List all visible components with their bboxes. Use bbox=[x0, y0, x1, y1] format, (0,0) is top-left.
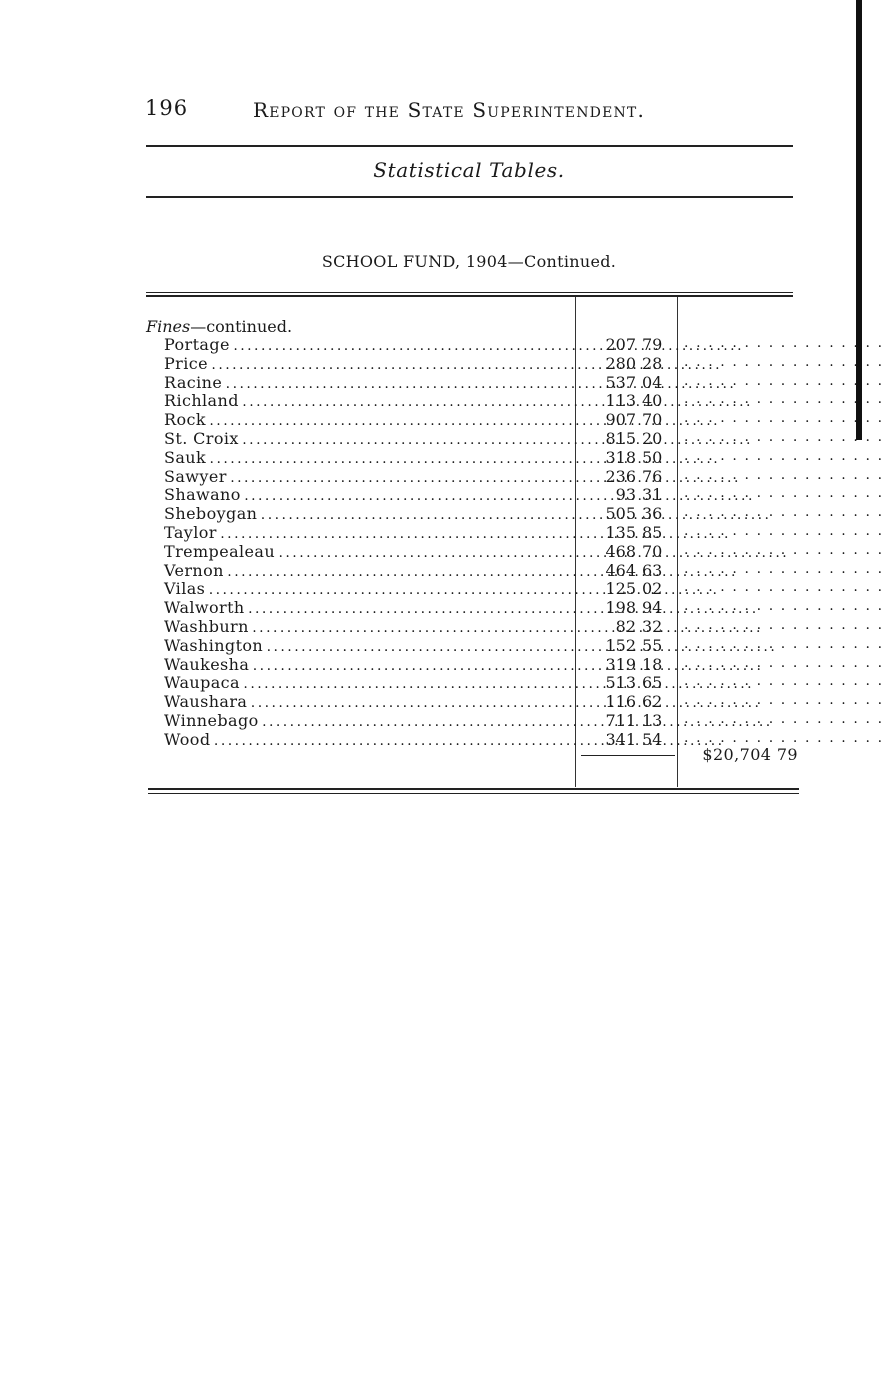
page-number: 196 bbox=[145, 96, 189, 120]
amount-dollars: 711 bbox=[605, 711, 636, 730]
county-name: Washburn . . . bbox=[164, 617, 568, 636]
dot-leader: . . . . . . . . . . . . . . . . . bbox=[684, 692, 884, 709]
county-name: Sheboygan . . . bbox=[164, 504, 568, 523]
amount-dollars: 198 bbox=[605, 598, 636, 618]
table-row bbox=[0, 447, 884, 467]
dot-leader: . . . . . . . . . . . . . . . . . bbox=[684, 635, 884, 652]
table-row bbox=[0, 466, 884, 486]
amount-cents: 70 bbox=[642, 541, 663, 561]
amount-dollars: 341 bbox=[605, 729, 636, 749]
county-name: Racine . . . bbox=[164, 373, 568, 392]
amount-dollars: 82 bbox=[615, 617, 636, 636]
county-name: Taylor . . . bbox=[164, 523, 568, 542]
county-name: Wood . . . bbox=[164, 730, 568, 749]
county-name: Waupaca . . . bbox=[164, 673, 568, 692]
amount-dollars: 907 bbox=[605, 410, 636, 430]
amount-cents: 54 bbox=[642, 729, 663, 749]
amount-dollars: 113 bbox=[605, 391, 636, 411]
table-row bbox=[0, 598, 884, 618]
subtotal-rule bbox=[581, 755, 675, 756]
table-row bbox=[0, 372, 884, 392]
amount-dollars: 537 bbox=[605, 372, 636, 392]
county-name: Price . . . bbox=[164, 354, 568, 373]
table-row bbox=[0, 673, 884, 693]
county-name: Washington . . . bbox=[164, 636, 568, 655]
amount-cents: 62 bbox=[642, 692, 663, 712]
dot-leader: . . . . . . . . . . . . . . . . . bbox=[684, 372, 884, 389]
group-label-italic: Fines bbox=[146, 317, 191, 336]
amount-cents: 79 bbox=[642, 335, 663, 354]
county-name: Walworth . . . bbox=[164, 598, 568, 617]
dot-leader: . . . . . . . . . . . . . . . . . bbox=[684, 429, 884, 445]
county-name: Sauk . . . bbox=[164, 448, 568, 467]
table-row bbox=[0, 635, 884, 655]
dot-leader: . . . . . . . . . . . . . . . . . bbox=[684, 617, 884, 633]
table-row bbox=[0, 429, 884, 448]
header-rule-bottom bbox=[146, 196, 793, 198]
table-row bbox=[0, 617, 884, 636]
header-rule-top bbox=[146, 145, 793, 147]
county-name: Vilas . . . bbox=[164, 579, 568, 598]
amount-cents: 63 bbox=[642, 560, 663, 580]
table-row bbox=[0, 353, 884, 373]
table-row bbox=[0, 485, 884, 505]
county-name: Waushara . . . bbox=[164, 692, 568, 711]
amount-dollars: 135 bbox=[605, 523, 636, 542]
amount-dollars: 513 bbox=[605, 673, 636, 693]
table-row bbox=[0, 654, 884, 674]
amount-dollars: 464 bbox=[605, 560, 636, 580]
county-name: Vernon . . . bbox=[164, 561, 568, 580]
county-name: St. Croix . . . bbox=[164, 429, 568, 448]
amount-cents: 94 bbox=[642, 598, 663, 618]
table-bottom-rule-thin bbox=[148, 793, 799, 794]
dot-leader: . . . . . . . . . . . . . . . . . bbox=[684, 711, 884, 727]
dot-leader: . . . . . . . . . . . . . . . . . bbox=[684, 447, 884, 464]
amount-cents: 55 bbox=[642, 635, 663, 655]
group-label bbox=[146, 317, 292, 336]
dot-leader: . . . . . . . . . . . . . . . . . bbox=[684, 560, 884, 577]
amount-dollars: 236 bbox=[605, 466, 636, 486]
group-label-rest: —continued. bbox=[190, 317, 293, 336]
amount-cents: 85 bbox=[642, 523, 663, 542]
amount-dollars: 152 bbox=[605, 635, 636, 655]
amount-dollars: 505 bbox=[605, 504, 636, 524]
amount-cents: 18 bbox=[642, 654, 663, 674]
county-name: Portage . . . bbox=[164, 335, 568, 354]
amount-cents: 76 bbox=[642, 466, 663, 486]
dot-leader: . . . . . . . . . . . . . . . . . bbox=[684, 353, 884, 370]
amount-cents: 36 bbox=[642, 504, 663, 524]
dot-leader: . . . . . . . . . . . . . . . . . bbox=[684, 541, 884, 558]
amount-cents: 70 bbox=[642, 410, 663, 430]
amount-dollars: 125 bbox=[605, 579, 636, 599]
amount-cents: 40 bbox=[642, 391, 663, 411]
table-row bbox=[0, 711, 884, 730]
dot-leader: . . . . . . . . . . . . . . . . . bbox=[684, 598, 884, 615]
fund-total: $20,704 79 bbox=[702, 745, 798, 764]
amount-dollars: 93 bbox=[615, 485, 636, 505]
dot-leader: . . . . . . . . . . . . . . . . . bbox=[684, 466, 884, 483]
amount-cents: 02 bbox=[642, 579, 663, 599]
amount-cents: 28 bbox=[642, 353, 663, 373]
amount-dollars: 280 bbox=[605, 353, 636, 373]
amount-dollars: 468 bbox=[605, 541, 636, 561]
table-row bbox=[0, 541, 884, 561]
table-top-rule-thin bbox=[146, 292, 793, 293]
amount-dollars: 815 bbox=[605, 429, 636, 448]
amount-dollars: 207 bbox=[605, 335, 636, 354]
table-row bbox=[0, 560, 884, 580]
amount-cents: 04 bbox=[642, 372, 663, 392]
dot-leader: . . . . . . . . . . . . . . . . . bbox=[684, 673, 884, 690]
dot-leader: . . . . . . . . . . . . . . . . . bbox=[684, 729, 884, 746]
dot-leader: . . . . . . . . . . . . . . . . . bbox=[684, 579, 884, 596]
amount-cents: 13 bbox=[642, 711, 663, 730]
amount-dollars: 318 bbox=[605, 447, 636, 467]
dot-leader: . . . . . . . . . . . . . . . . . bbox=[684, 654, 884, 671]
county-name: Rock . . . bbox=[164, 410, 568, 429]
dot-leader: . . . . . . . . . . . . . . . . . bbox=[684, 391, 884, 408]
dot-leader: . . . . . . . . . . . . . . . . . bbox=[684, 335, 884, 351]
section-title: Statistical Tables. bbox=[373, 158, 565, 182]
amount-cents: 65 bbox=[642, 673, 663, 693]
county-name: Waukesha . . . bbox=[164, 655, 568, 674]
table-row bbox=[0, 391, 884, 411]
table-bottom-rule-thick bbox=[148, 788, 799, 790]
dot-leader: . . . . . . . . . . . . . . . . . bbox=[684, 485, 884, 502]
county-name: Shawano . . . bbox=[164, 485, 568, 504]
amount-cents: 32 bbox=[642, 617, 663, 636]
amount-cents: 50 bbox=[642, 447, 663, 467]
county-name: Sawyer . . . bbox=[164, 467, 568, 486]
county-name: Trempealeau . . . bbox=[164, 542, 568, 561]
dot-leader: . . . . . . . . . . . . . . . . . bbox=[684, 523, 884, 539]
dot-leader: . . . . . . . . . . . . . . . . . bbox=[684, 410, 884, 427]
table-row bbox=[0, 579, 884, 599]
table-top-rule-thick bbox=[146, 295, 793, 297]
dot-leader: . . . . . . . . . . . . . . . . . bbox=[684, 504, 884, 521]
county-name: Richland . . . bbox=[164, 391, 568, 410]
amount-dollars: 319 bbox=[605, 654, 636, 674]
table-row bbox=[0, 410, 884, 430]
running-head: Report of the State Superintendent. bbox=[253, 98, 646, 122]
amount-cents: 31 bbox=[642, 485, 663, 505]
table-title: SCHOOL FUND, 1904—Continued. bbox=[321, 252, 617, 271]
table-row bbox=[0, 504, 884, 524]
table-row bbox=[0, 335, 884, 354]
table-row bbox=[0, 692, 884, 712]
amount-cents: 20 bbox=[642, 429, 663, 448]
amount-dollars: 116 bbox=[605, 692, 636, 712]
table-row bbox=[0, 523, 884, 542]
county-name: Winnebago . . . bbox=[164, 711, 568, 730]
